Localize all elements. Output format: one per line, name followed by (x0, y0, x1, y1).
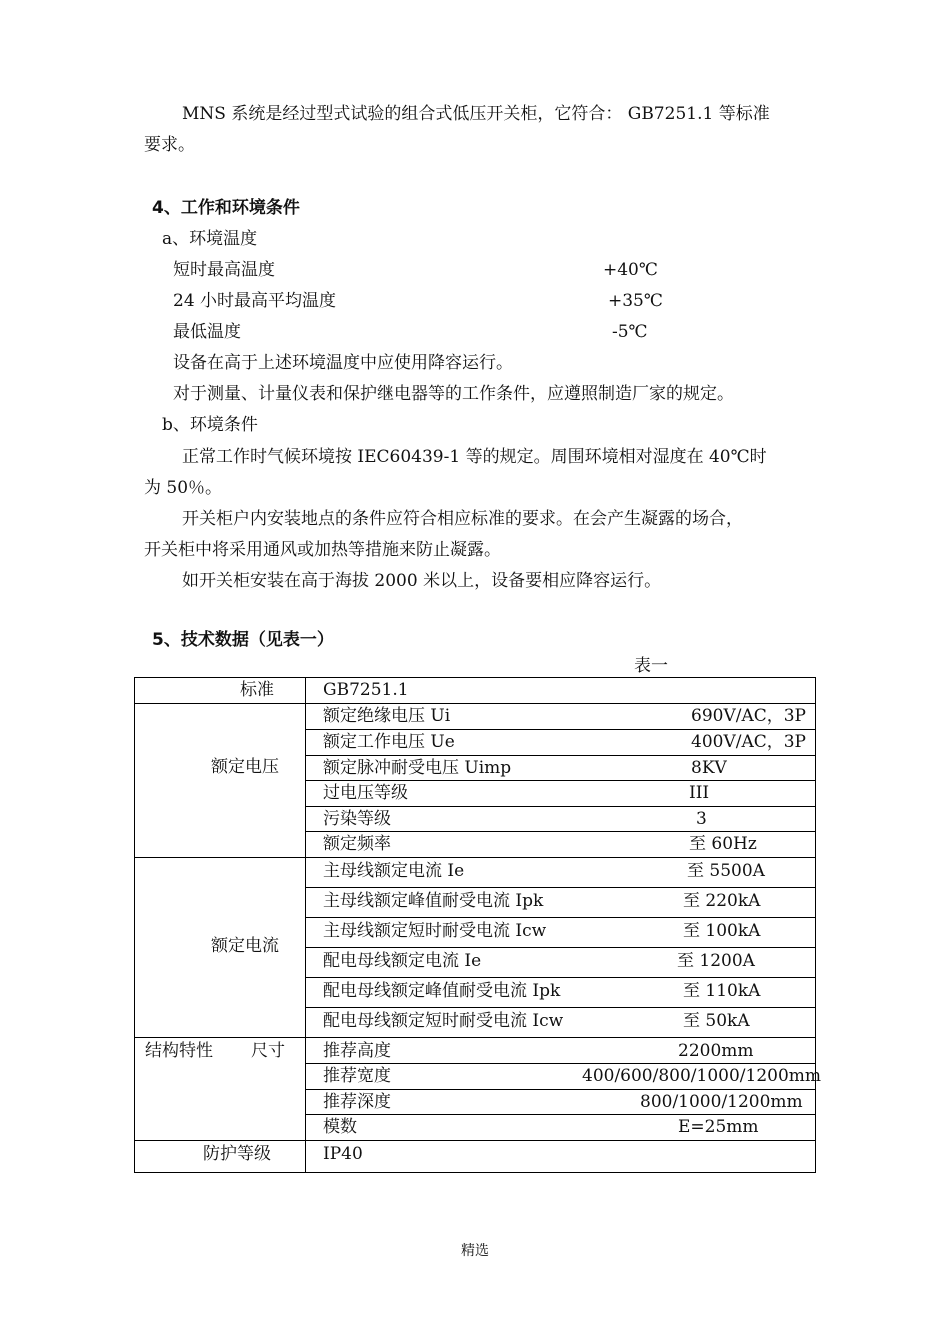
current-row-value: 至 110kA (683, 981, 761, 1001)
current-row-name: 配电母线额定电流 Ie (323, 951, 482, 971)
section-5-heading: 5、技术数据（见表一） (152, 630, 334, 650)
sub-row-divider (305, 977, 815, 978)
standard-label: 标准 (240, 680, 274, 700)
table-row-divider (135, 1140, 815, 1141)
altitude-text: 如开关柜安装在高于海拔 2000 米以上，设备要相应降容运行。 (182, 571, 662, 591)
temp-label-24h: 24 小时最高平均温度 (173, 291, 337, 311)
current-row-name: 配电母线额定峰值耐受电流 Ipk (323, 981, 561, 1001)
voltage-row-value: 8KV (691, 758, 727, 778)
standard-value: GB7251.1 (323, 680, 409, 700)
protection-label: 防护等级 (203, 1144, 271, 1164)
sub-row-divider (305, 1114, 815, 1115)
voltage-row-value: 至 60Hz (689, 834, 757, 854)
instruments-text: 对于测量、计量仪表和保护继电器等的工作条件，应遵照制造厂家的规定。 (173, 384, 734, 404)
temp-value-min: -5℃ (612, 322, 648, 342)
current-row-value: 至 100kA (683, 921, 761, 941)
current-row-name: 主母线额定短时耐受电流 Icw (323, 921, 547, 941)
intro-line-2: 要求。 (144, 135, 195, 155)
sub-row-divider (305, 1089, 815, 1090)
current-row-value: 至 50kA (683, 1011, 750, 1031)
table-row-divider (135, 1037, 815, 1038)
current-row-name: 配电母线额定短时耐受电流 Icw (323, 1011, 564, 1031)
derate-text: 设备在高于上述环境温度中应使用降容运行。 (173, 353, 513, 373)
intro-line-1: MNS 系统是经过型式试验的组合式低压开关柜，它符合： GB7251.1 等标准 (182, 104, 770, 124)
sub-row-divider (305, 887, 815, 888)
structure-row-value: E=25mm (678, 1117, 759, 1137)
structure-label: 结构特性 (145, 1041, 213, 1061)
voltage-row-name: 污染等级 (323, 809, 391, 829)
env-temp-label: a、环境温度 (162, 229, 258, 249)
tech-data-table (134, 677, 822, 1173)
sub-row-divider (305, 729, 815, 730)
current-row-value: 至 1200A (677, 951, 755, 971)
sub-row-divider (305, 831, 815, 832)
voltage-row-name: 额定工作电压 Ue (323, 732, 455, 752)
voltage-row-value: 690V/AC，3P (691, 706, 806, 726)
sub-row-divider (305, 806, 815, 807)
install-line-2: 开关柜中将采用通风或加热等措施来防止凝露。 (144, 540, 501, 560)
sub-row-divider (305, 947, 815, 948)
rated-current-label: 额定电流 (211, 936, 279, 956)
structure-row-name: 推荐深度 (323, 1092, 391, 1112)
structure-row-value: 2200mm (678, 1041, 754, 1061)
table-caption: 表一 (634, 656, 668, 676)
current-row-value: 至 220kA (683, 891, 761, 911)
table-row-divider (135, 703, 815, 704)
sub-row-divider (305, 755, 815, 756)
env-cond-label: b、环境条件 (162, 415, 258, 435)
install-line-1: 开关柜户内安装地点的条件应符合相应标准的要求。在会产生凝露的场合， (182, 509, 743, 529)
climate-line-1: 正常工作时气候环境按 IEC60439-1 等的规定。周围环境相对湿度在 40℃时 (182, 447, 767, 467)
sub-row-divider (305, 1063, 815, 1064)
voltage-row-name: 额定脉冲耐受电压 Uimp (323, 758, 512, 778)
current-row-name: 主母线额定电流 Ie (323, 861, 465, 881)
dimension-label: 尺寸 (251, 1041, 285, 1061)
protection-value: IP40 (323, 1144, 363, 1164)
voltage-row-value: 400V/AC，3P (691, 732, 806, 752)
temp-value-short: +40℃ (603, 260, 658, 280)
sub-row-divider (305, 780, 815, 781)
temp-value-24h: +35℃ (608, 291, 663, 311)
sub-row-divider (305, 917, 815, 918)
structure-row-name: 模数 (323, 1117, 357, 1137)
current-row-name: 主母线额定峰值耐受电流 Ipk (323, 891, 544, 911)
current-row-value: 至 5500A (687, 861, 765, 881)
temp-label-min: 最低温度 (173, 322, 241, 342)
section-4-heading: 4、工作和环境条件 (152, 198, 300, 218)
page-footer: 精选 (461, 1243, 489, 1259)
table-column-divider (305, 678, 306, 1172)
structure-row-value: 400/600/800/1000/1200mm (582, 1066, 822, 1086)
climate-line-2: 为 50％。 (144, 478, 223, 498)
structure-row-name: 推荐高度 (323, 1041, 391, 1061)
structure-row-name: 推荐宽度 (323, 1066, 391, 1086)
voltage-row-name: 额定绝缘电压 Ui (323, 706, 451, 726)
voltage-row-name: 过电压等级 (323, 783, 408, 803)
temp-label-short: 短时最高温度 (173, 260, 275, 280)
table-row-divider (135, 857, 815, 858)
voltage-row-name: 额定频率 (323, 834, 391, 854)
voltage-row-value: III (689, 783, 710, 803)
rated-voltage-label: 额定电压 (211, 757, 279, 777)
sub-row-divider (305, 1007, 815, 1008)
voltage-row-value: 3 (696, 809, 707, 829)
structure-row-value: 800/1000/1200mm (640, 1092, 803, 1112)
